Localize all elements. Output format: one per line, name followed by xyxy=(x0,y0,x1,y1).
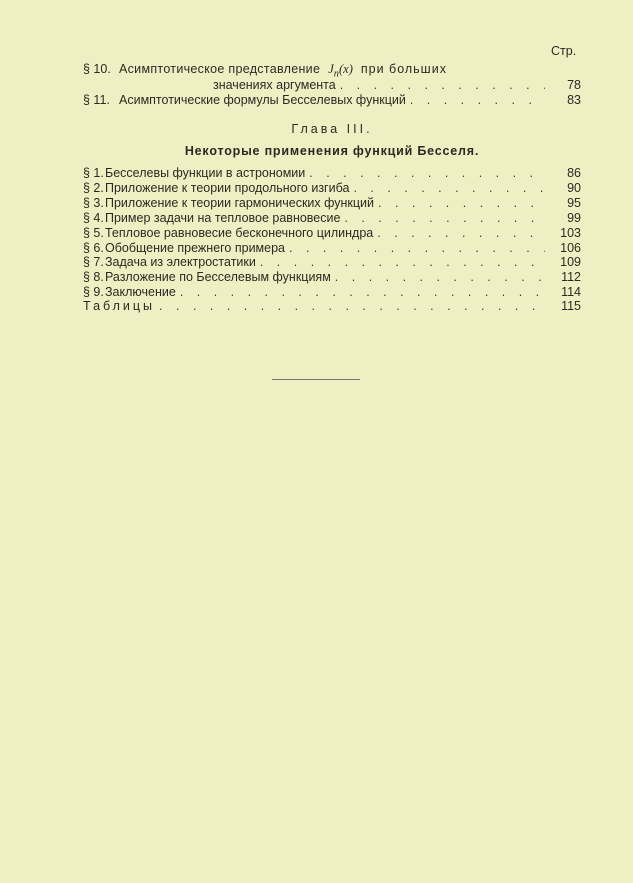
section-number: § 2. xyxy=(83,180,104,195)
dot-leader xyxy=(180,285,545,299)
math-argument: (x) xyxy=(338,62,353,76)
entry-title: Асимптотические формулы Бесселевых функций xyxy=(119,93,406,107)
entry-title: Задача из электростатики xyxy=(105,255,256,270)
toc-entry[interactable] xyxy=(83,196,581,212)
entry-title: Разложение по Бесселевым функциям xyxy=(105,270,331,285)
toc-entry[interactable] xyxy=(83,181,581,197)
math-subscript: n xyxy=(333,68,339,80)
page-number: 106 xyxy=(560,240,581,255)
entry-title: Таблицы xyxy=(83,299,156,313)
toc-entry-tables[interactable] xyxy=(83,299,581,315)
entry-title-end: при больших xyxy=(360,62,447,76)
page-number: 112 xyxy=(561,270,581,285)
page-number: 95 xyxy=(567,195,581,210)
dot-leader xyxy=(340,78,545,92)
toc-entry[interactable] xyxy=(83,166,581,182)
entry-title: Бесселевы функции в астрономии xyxy=(105,166,306,180)
page-number: 114 xyxy=(561,285,581,300)
entry-title: Обобщение прежнего примера xyxy=(105,240,286,255)
toc-entry[interactable] xyxy=(83,270,581,286)
toc-entry[interactable] xyxy=(83,255,581,271)
toc-entry-10[interactable] xyxy=(83,62,581,78)
toc-entry-10-continued[interactable] xyxy=(83,78,581,94)
entry-title: Тепловое равновесие бесконечного цилиндра xyxy=(105,225,374,240)
toc-entry[interactable] xyxy=(83,226,581,242)
dot-leader xyxy=(335,270,545,284)
section-number: § 3. xyxy=(83,195,104,210)
section-number: § 7. xyxy=(83,255,104,270)
page-number: 90 xyxy=(567,180,581,195)
page-number: 109 xyxy=(560,255,581,270)
page-number: 99 xyxy=(567,210,581,225)
section-number: § 5. xyxy=(83,225,104,240)
dot-leader xyxy=(377,226,545,240)
section-number: § 11. xyxy=(83,93,110,107)
dot-leader xyxy=(159,299,545,313)
entry-title: Асимптотическое представление xyxy=(119,62,321,76)
toc-entry-11[interactable] xyxy=(83,93,581,109)
section-number: § 8. xyxy=(83,270,104,285)
dot-leader xyxy=(289,241,545,255)
entry-title: Приложение к теории продольного изгиба xyxy=(105,180,350,195)
math-symbol: J xyxy=(328,62,334,76)
entry-title: Приложение к теории гармонических функций xyxy=(105,195,375,210)
dot-leader xyxy=(260,255,545,269)
section-number: § 1. xyxy=(83,166,104,180)
page-column-label: Стр. xyxy=(551,44,577,58)
entry-title: значениях аргумента xyxy=(213,78,336,92)
dot-leader xyxy=(309,166,545,180)
toc-entry[interactable] xyxy=(83,211,581,227)
section-number: § 4. xyxy=(83,210,104,225)
entry-title: Пример задачи на тепловое равновесие xyxy=(105,210,341,225)
dot-leader xyxy=(353,181,545,195)
section-number: § 10. xyxy=(83,62,111,76)
section-number: § 6. xyxy=(83,240,104,255)
page-number: 78 xyxy=(567,78,581,92)
toc-entry[interactable] xyxy=(83,241,581,257)
math-expression xyxy=(328,62,353,80)
divider-rule xyxy=(272,379,360,380)
dot-leader xyxy=(410,93,545,107)
page-number: 103 xyxy=(560,225,581,240)
page-number: 83 xyxy=(567,93,581,107)
section-number: § 9. xyxy=(83,285,104,300)
chapter-heading: Глава III. xyxy=(291,122,373,136)
entry-title: Заключение xyxy=(105,285,176,300)
chapter-subtitle: Некоторые применения функций Бесселя. xyxy=(184,144,480,158)
dot-leader xyxy=(344,211,545,225)
dot-leader xyxy=(378,196,545,210)
page-number: 86 xyxy=(567,166,581,180)
page-number: 115 xyxy=(561,299,581,313)
